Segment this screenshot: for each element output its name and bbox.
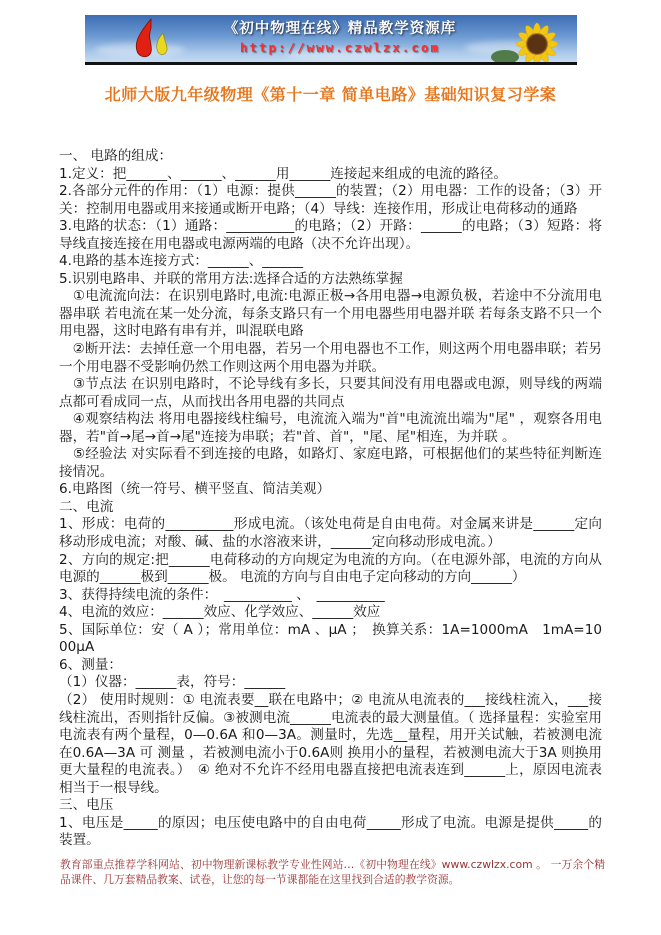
doc-body	[59, 148, 602, 850]
sunflower-icon	[491, 19, 569, 63]
site-banner	[85, 15, 577, 65]
doc-paragraph: 4、电流的效应：______效应、化学效应、______效应	[59, 604, 381, 621]
doc-paragraph: 三、电压	[59, 797, 114, 814]
doc-paragraph: 3、获得持续电流的条件： __________ 、 __________	[59, 586, 385, 603]
flame-logo-icon	[125, 18, 173, 60]
doc-paragraph: 二、电流	[59, 498, 114, 515]
doc-title: 北师大版九年级物理《第十一章 简单电路》基础知识复习学案	[104, 85, 557, 104]
banner-text-block	[205, 17, 475, 55]
doc-paragraph: 1、形成：电荷的__________形成电流。（该处电荷是自由电荷。对金属来讲是______定向移动形成电流；对酸、碱、盐的水溶液来讲，______定向移动形成电流。）	[59, 516, 602, 551]
doc-paragraph: ⑤经验法 对实际看不到连接的电路，如路灯、家庭电路，可根据他们的某些特征判断连接情况。	[59, 446, 602, 480]
doc-paragraph: 5、国际单位：安（ A ）；常用单位：mA 、μA ； 换算关系：1A=1000mA 1mA=1000μA	[59, 621, 602, 656]
doc-paragraph: 一、 电路的组成：	[59, 148, 173, 164]
doc-paragraph: 5.识别电路串、并联的常用方法:选择合适的方法熟练掌握	[59, 270, 403, 287]
doc-paragraph: ①电流流向法：在识别电路时,电流:电源正极→各用电器→电源负极，若途中不分流用电器串联 若电流在某一处分流，每条支路只有一个用电器些用电器并联 若每条支路不只一个用电器，这时电路有串有并，叫混联电路	[59, 288, 602, 340]
doc-paragraph: 2、方向的规定:把______电荷移动的方向规定为电流的方向。（在电源外部，电流的方向从电源的______极到______极。 电流的方向与自由电子定向移动的方向______）	[59, 551, 602, 586]
doc-paragraph: 6.电路图（统一符号、横平竖直、简洁美观）	[59, 481, 331, 498]
doc-paragraph: 4.电路的基本连接方式：______、______	[59, 253, 304, 270]
doc-paragraph: 6、测量：	[59, 656, 123, 673]
doc-paragraph: 3.电路的状态：（1）通路：__________的电路；（2）开路：______的电路；（3）短路：将导线直接连接在用电器或电源两端的电路（决不允许出现）。	[59, 218, 602, 252]
footer-note: 教育部重点推荐学科网站、初中物理新课标教学专业性网站…《初中物理在线》www.czwlzx.com 。 一万余个精品课件、几万套精品教案、试卷，让您的每一节课都能在这里找到合适的教学资源。	[60, 858, 605, 886]
banner-site-url: http://www.czwlzx.com	[239, 40, 441, 55]
doc-paragraph: （2） 使用时规则：① 电流表要__联在电路中；② 电流从电流表的___接线柱流入，___接线柱流出，否则指针反偏。③被测电流______电流表的最大测量值。（ 选择量程：实验室用电流表有两个量程，0—0.6A 和0—3A。测量时，先选__量程，用开关试触，若被测电流在0.6A—3A 可 测量 ，若被测电流小于0.6A则 换用小的量程，若被测电流大于3A 则换用更大量程的电流表。） ④ 绝对不允许不经用电器直接把电流表连到______上，原因电流表相当于一根导线。	[59, 691, 602, 796]
banner-site-title: 《初中物理在线》精品教学资源库	[223, 21, 457, 37]
doc-paragraph: ②断开法：去掉任意一个用电器，若另一个用电器也不工作，则这两个用电器串联；若另一个用电器不受影响仍然工作则这两个用电器为并联。	[59, 341, 602, 375]
doc-paragraph: （1）仪器：______表，符号：______	[59, 674, 286, 691]
doc-paragraph: 1、电压是_____的原因；电压使电路中的自由电荷_____形成了电流。电源是提供_____的装置。	[59, 814, 602, 849]
doc-paragraph: ④观察结构法 将用电器接线柱编号，电流流入端为"首"电流流出端为"尾" ，观察各用电器，若"首→尾→首→尾"连接为串联；若"首、首"，"尾、尾"相连，为并联 。	[59, 411, 602, 445]
doc-paragraph: 2.各部分元件的作用：（1）电源：提供______的装置；（2）用电器：工作的设备；（3）开关：控制用电器或用来接通或断开电路；（4）导线：连接作用，形成让电荷移动的通路	[59, 183, 602, 217]
doc-paragraph: ③节点法 在识别电路时，不论导线有多长，只要其间没有用电器或电源，则导线的两端点都可看成同一点，从而找出各用电器的共同点	[59, 376, 602, 410]
doc-paragraph: 1.定义：把______、______、______用______连接起来组成的电流的路径。	[59, 165, 507, 182]
